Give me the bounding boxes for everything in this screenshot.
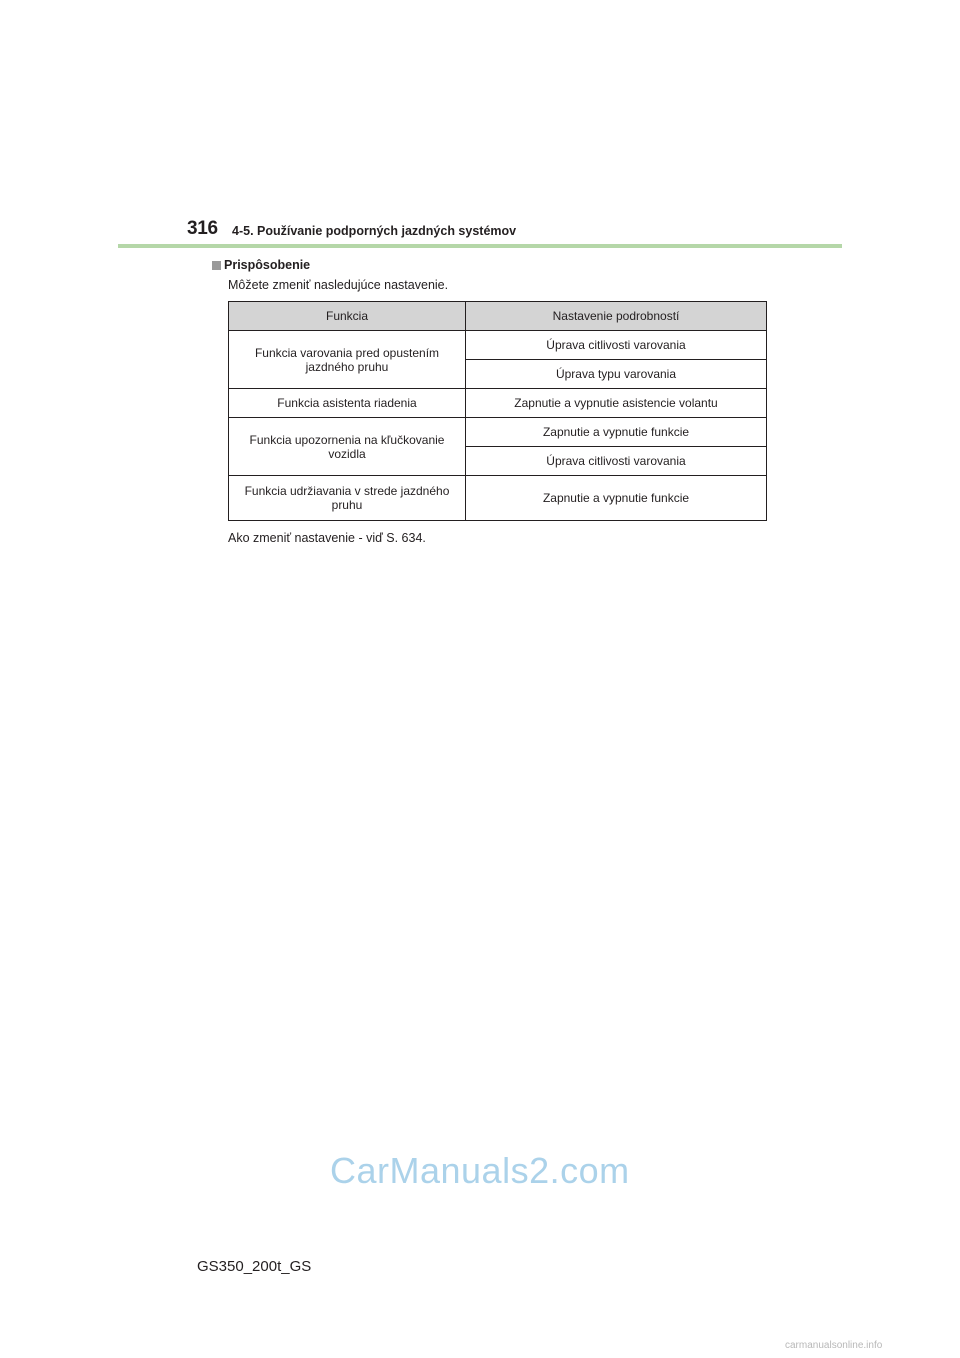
table-row — [229, 389, 767, 418]
page-number: 316 — [187, 218, 218, 239]
column-header-function: Funkcia — [229, 302, 466, 331]
table-row — [229, 418, 767, 447]
subheading — [212, 258, 310, 272]
section-title: 4-5. Používanie podporných jazdných systémov — [232, 224, 517, 238]
function-cell: Funkcia asistenta riadenia — [229, 389, 466, 418]
detail-cell: Úprava citlivosti varovania — [466, 331, 767, 360]
site-watermark: carmanualsonline.info — [785, 1340, 883, 1351]
detail-cell: Úprava citlivosti varovania — [466, 447, 767, 476]
watermark-logo: CarManuals2.com — [330, 1150, 630, 1191]
detail-cell: Zapnutie a vypnutie asistencie volantu — [466, 389, 767, 418]
table-row — [229, 331, 767, 360]
detail-cell: Úprava typu varovania — [466, 360, 767, 389]
header-rule — [118, 244, 842, 248]
footer-note: Ako zmeniť nastavenie - viď S. 634. — [228, 531, 426, 545]
settings-table — [228, 301, 767, 521]
subheading-label: Prispôsobenie — [224, 258, 311, 272]
column-header-details: Nastavenie podrobností — [466, 302, 767, 331]
function-cell: Funkcia udržiavania v strede jazdného pruhu — [229, 476, 466, 521]
table-header-row — [229, 302, 767, 331]
table-row — [229, 476, 767, 521]
detail-cell: Zapnutie a vypnutie funkcie — [466, 418, 767, 447]
intro-text: Môžete zmeniť nasledujúce nastavenie. — [228, 278, 449, 292]
square-bullet-icon — [212, 261, 221, 270]
model-code: GS350_200t_GS — [197, 1258, 312, 1275]
function-cell: Funkcia varovania pred opustením jazdného pruhu — [229, 331, 466, 389]
detail-cell: Zapnutie a vypnutie funkcie — [466, 476, 767, 521]
function-cell: Funkcia upozornenia na kľučkovanie vozidla — [229, 418, 466, 476]
